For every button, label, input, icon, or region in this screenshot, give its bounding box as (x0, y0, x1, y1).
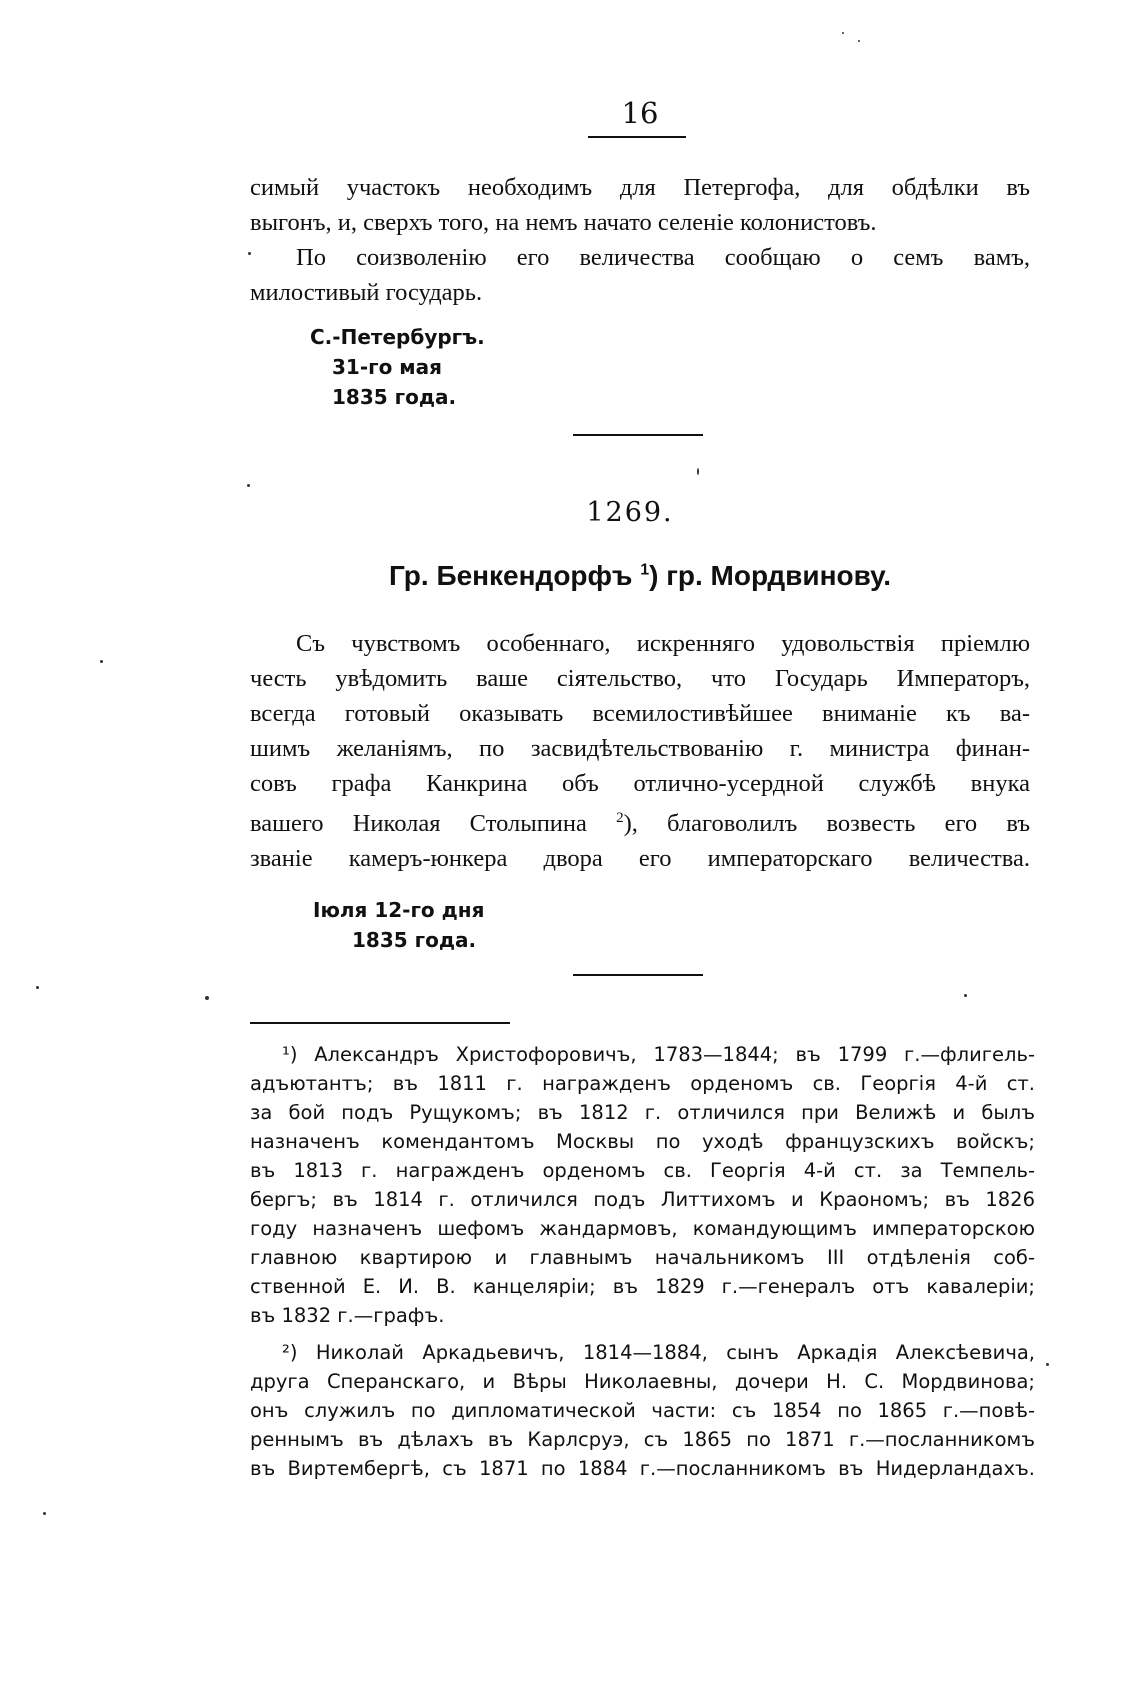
scan-speck (248, 252, 251, 255)
scan-speck (100, 660, 103, 663)
scan-speck (697, 468, 699, 475)
signature-year: 1835 года. (352, 928, 477, 952)
heading-sender: Гр. Бенкендорфъ (388, 560, 633, 591)
document-heading (300, 560, 980, 592)
signature-date: 31-го мая (332, 355, 442, 379)
footnote-line: онъ служилъ по дипломатической части: съ 1854 по 1865 г.—повѣ- (250, 1399, 1035, 1422)
scan-speck (36, 986, 39, 989)
section-divider (573, 974, 703, 976)
footnote-1 (250, 1040, 1035, 1330)
footnote-line: году назначенъ шефомъ жандармовъ, командующимъ императорскою (250, 1217, 1035, 1240)
footnote-line: ²) Николай Аркадьевичъ, 1814—1884, сынъ Аркадія Алексѣевича, (282, 1341, 1035, 1364)
footnote-ref-2: 2 (616, 810, 624, 826)
footnote-line: за бой подъ Рущукомъ; въ 1812 г. отличился при Велижѣ и былъ (250, 1101, 1035, 1124)
text-line: совъ графа Канкрина объ отлично-усердной службѣ внука (250, 770, 1030, 797)
footnote-line: въ Виртембергѣ, съ 1871 по 1884 г.—посланникомъ въ Нидерландахъ. (250, 1457, 1035, 1480)
footnote-line: адъютантъ; въ 1811 г. награжденъ орденомъ св. Георгія 4-й ст. (250, 1072, 1035, 1095)
footnote-line: реннымъ въ дѣлахъ въ Карлсруэ, съ 1865 по 1871 г.—посланникомъ (250, 1428, 1035, 1451)
text-line: милостивый государь. (250, 279, 483, 306)
page-number-underline (588, 136, 686, 138)
signature-date: Іюля 12-го дня (313, 898, 485, 922)
signature-place: С.-Петербургъ. (310, 325, 485, 349)
scan-speck (1046, 1363, 1049, 1366)
text-fragment: ), благоволилъ возвесть его въ (623, 810, 1030, 838)
text-line: честь увѣдомить ваше сіятельство, что Государь Императоръ, (250, 665, 1030, 692)
scan-speck (842, 32, 844, 34)
scan-speck (964, 994, 967, 997)
footnote-ref-1: 1 (640, 561, 650, 579)
scan-speck (205, 996, 209, 1000)
text-line (250, 801, 1030, 841)
footnote-line: бергъ; въ 1814 г. отличился подъ Литтихомъ и Краономъ; въ 1826 (250, 1188, 1035, 1211)
section-divider (573, 434, 703, 436)
text-line: Съ чувствомъ особеннаго, искренняго удовольствія пріемлю (296, 630, 1030, 657)
text-line: По соизволенію его величества сообщаю о семъ вамъ, (296, 244, 1030, 271)
text-line: шимъ желаніямъ, по засвидѣтельствованію г. министра финан- (250, 735, 1030, 762)
continuation-text (250, 170, 1030, 310)
footnote-line: въ 1813 г. награжденъ орденомъ св. Георгія 4-й ст. за Темпель- (250, 1159, 1035, 1182)
text-line: симый участокъ необходимъ для Петергофа, для обдѣлки въ (250, 174, 1030, 201)
signature-year: 1835 года. (332, 385, 457, 409)
scan-speck (858, 40, 860, 42)
text-line: всегда готовый оказывать всемилостивѣйшее вниманіе къ ва- (250, 700, 1030, 727)
footnote-line: ственной Е. И. В. канцеляріи; въ 1829 г.—генералъ отъ кавалеріи; (250, 1275, 1035, 1298)
document-body (250, 626, 1030, 876)
footnote-2 (250, 1338, 1035, 1483)
page-number: 16 (621, 96, 659, 130)
text-line: выгонъ, и, сверхъ того, на немъ начато селеніе колонистовъ. (250, 209, 877, 236)
text-fragment: вашего Николая Столыпина (250, 810, 587, 838)
text-line: званіе камеръ-юнкера двора его императорскаго величества. (250, 845, 1030, 873)
footnote-rule (250, 1022, 510, 1024)
scan-speck (247, 484, 250, 487)
document-number: 1269. (586, 497, 674, 528)
footnote-line: ¹) Александръ Христофоровичъ, 1783—1844; въ 1799 г.—флигель- (282, 1043, 1035, 1066)
footnote-line: назначенъ комендантомъ Москвы по уходѣ французскихъ войскъ; (250, 1130, 1035, 1153)
footnote-line: друга Сперанскаго, и Вѣры Николаевны, дочери Н. С. Мордвинова; (250, 1370, 1035, 1393)
heading-recipient: ) гр. Мордвинову. (649, 560, 892, 591)
footnote-line: въ 1832 г.—графъ. (250, 1304, 445, 1327)
footnote-line: главною квартирою и главнымъ начальникомъ III отдѣленія соб- (250, 1246, 1035, 1269)
scan-speck (43, 1512, 46, 1515)
